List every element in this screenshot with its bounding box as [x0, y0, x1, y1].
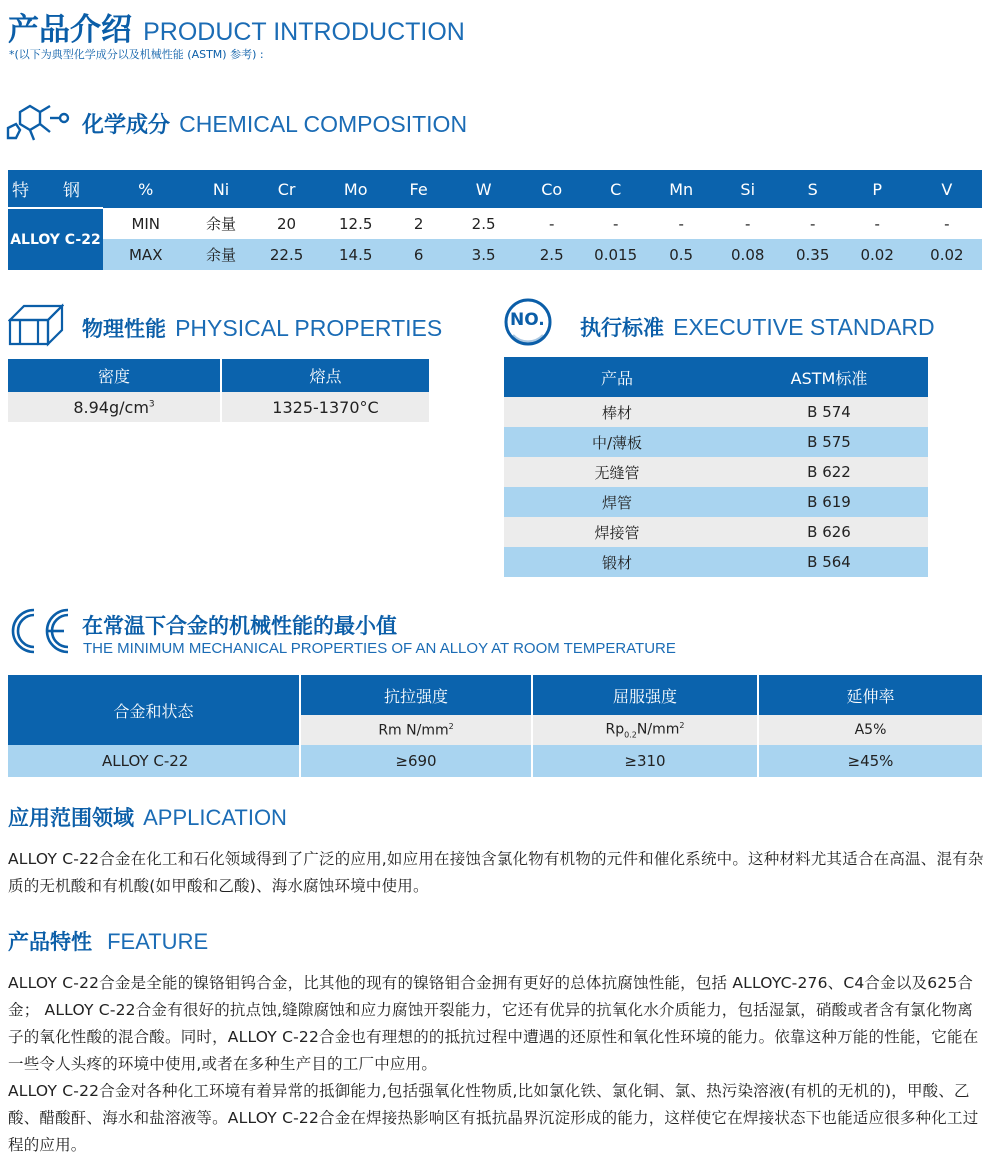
chemical-header-cell: C: [610, 179, 622, 199]
chemical-header-cell: %: [138, 179, 154, 199]
feature-heading: [8, 926, 208, 956]
mechanical-header-cell: 延伸率: [846, 686, 895, 706]
chemical-header-cell: Fe: [409, 179, 428, 199]
standard-row: [504, 517, 928, 547]
unit-cell: $Rp_{0.2}N/mm^2$: [532, 715, 758, 745]
chemical-cell: 0.08: [731, 245, 765, 264]
standard-cell: B 622: [807, 463, 851, 481]
mechanical-cell: ≥45%: [847, 752, 894, 770]
chemical-cell: 0.015: [594, 245, 638, 264]
standard-cell: 焊管: [601, 493, 632, 512]
number-badge-icon: [502, 296, 554, 348]
standard-cell: 焊接管: [594, 523, 640, 542]
intro-heading: [8, 4, 465, 49]
feature-paragraph: ALLOY C-22合金是全能的镍铬钼钨合金，比其他的现有的镍铬钼合金拥有更好的总体抗腐蚀性能，包括 ALLOYC-276、C4合金以及625合金； ALLOY C-22合金有很好的抗点蚀,缝隙腐蚀和应力腐蚀开裂能力，它还有优异的抗氧化水介质能力，包括湿氯，硝酸或者含有氯化物离子的氧化性酸的混合酸。同时，ALLOY C-22合金也有理想的的抵抗过程中遭遇的还原性和氧化性环境的能力。依靠这种万能的性能，它能在一些令人头疼的环境中使用,或者在多种生产目的工厂中应用。: [8, 974, 979, 1073]
chemical-cell: 22.5: [269, 245, 304, 264]
chemical-title-cn: 化学成分: [82, 113, 171, 138]
feature-title-en: FEATURE: [107, 929, 209, 954]
badge-label: NO.: [510, 310, 545, 330]
chemical-header-cell: P: [872, 179, 883, 199]
standard-row: [504, 397, 928, 427]
standard-title-cn: 执行标准: [580, 316, 664, 340]
chemical-grade-cell: ALLOY C-22: [8, 208, 103, 270]
standard-cell: B 619: [807, 493, 851, 511]
feature-paragraph: ALLOY C-22合金对各种化工环境有着异常的抵御能力,包括强氧化性物质,比如氯化铁、氯化铜、氯、热污染溶液(有机的无机的)，甲酸、乙酸、醋酸酐、海水和盐溶液等。ALLOY C-22合金在焊接热影响区有抵抗晶界沉淀形成的能力，这样使它在焊接状态下也能适应很多种化工过程的应用。: [8, 1082, 979, 1154]
chemical-cell: MIN: [131, 214, 161, 233]
application-text: ALLOY C-22合金在化工和石化领域得到了广泛的应用,如应用在接蚀含氯化物有机物的元件和催化系统中。这种材料尤其适合在高温、混有杂质的无机酸和有机酸(如甲酸和乙酸)、海水腐蚀环境中使用。: [8, 850, 984, 895]
chemical-cell: -: [810, 214, 816, 233]
chemical-header-cell: Si: [740, 179, 756, 199]
mechanical-table: [8, 675, 982, 777]
feature-title-cn: 产品特性: [8, 930, 92, 954]
standard-cell: 锻材: [601, 553, 632, 572]
unit-cell: A5%: [854, 722, 887, 738]
chemical-header-cell: 特 钢: [12, 181, 80, 201]
mechanical-header-cell: 抗拉强度: [300, 675, 532, 715]
mechanical-header-cell: 合金和状态: [8, 675, 300, 745]
chemical-cell: -: [548, 214, 555, 233]
mechanical-cell: ≥690: [300, 745, 532, 777]
chemical-row-max: [8, 239, 982, 270]
chemical-cell: 6: [413, 245, 424, 264]
application-heading: [8, 802, 287, 832]
feature-text: [8, 970, 984, 1159]
density-value: $8.94g/cm^3$: [8, 392, 221, 422]
chemical-cell: 0.02: [930, 245, 964, 264]
chemical-header-cell: Ni: [212, 179, 230, 199]
chemical-table: [8, 170, 982, 270]
chemical-cell: -: [678, 214, 684, 233]
mechanical-data-row: [8, 745, 982, 777]
chemical-row-min: [8, 208, 982, 239]
ce-mark-icon: [6, 604, 72, 658]
standard-cell: B 574: [807, 403, 851, 421]
standard-title-en: EXECUTIVE STANDARD: [673, 314, 935, 340]
intro-title-en: PRODUCT INTRODUCTION: [143, 18, 465, 46]
chemical-header-cell: Mn: [669, 179, 694, 199]
mechanical-header-row: [8, 675, 982, 715]
standard-header-cell: 产品: [600, 368, 633, 388]
physical-title-en: PHYSICAL PROPERTIES: [175, 315, 443, 341]
chemical-cell: 余量: [206, 246, 237, 264]
chemical-cell: 余量: [206, 215, 237, 233]
standard-cell: B 626: [807, 523, 851, 541]
chemical-header-cell: Mo: [343, 179, 368, 199]
standard-table: [504, 357, 928, 577]
standard-row: [504, 457, 928, 487]
chemical-cell: 0.35: [796, 245, 830, 264]
molecule-icon: [6, 98, 70, 146]
standard-cell: 中/薄板: [591, 433, 643, 452]
standard-header-row: [504, 357, 928, 397]
standard-cell: 棒材: [601, 403, 632, 422]
chemical-cell: 12.5: [338, 214, 373, 233]
chemical-header-cell: Co: [541, 179, 563, 199]
intro-note: *(以下为典型化学成分以及机械性能 (ASTM) 参考) :: [9, 48, 264, 61]
standard-cell: 无缝管: [594, 463, 640, 482]
mechanical-title-cn: 在常温下合金的机械性能的最小值: [82, 614, 397, 638]
standard-cell: B 575: [807, 433, 851, 451]
mechanical-title-en: THE MINIMUM MECHANICAL PROPERTIES OF AN ALLOY AT ROOM TEMPERATURE: [83, 640, 676, 657]
chemical-cell: 3.5: [471, 245, 496, 264]
chemical-cell: 0.5: [669, 245, 694, 264]
mechanical-header-cell: 屈服强度: [532, 675, 758, 715]
mechanical-cell: ALLOY C-22: [8, 745, 300, 777]
application-title-cn: 应用范围领域: [8, 806, 134, 830]
chemical-cell: 2: [413, 214, 424, 233]
chemical-cell: 20: [277, 214, 297, 233]
chemical-cell: 14.5: [338, 245, 373, 264]
chemical-cell: 2.5: [539, 245, 564, 264]
melting-value: 1325-1370°C: [272, 397, 379, 417]
chemical-cell: -: [612, 214, 619, 233]
chemical-cell: -: [874, 214, 880, 233]
chemical-cell: -: [745, 214, 751, 233]
chemical-header-row: [8, 170, 982, 208]
standard-heading: [580, 312, 935, 342]
physical-title-cn: 物理性能: [82, 317, 166, 341]
unit-cell: Rm $N/mm^2$: [300, 715, 532, 745]
chemical-header-cell: S: [807, 179, 818, 199]
chemical-header-cell: Cr: [277, 179, 296, 199]
standard-row: [504, 427, 928, 457]
chemical-header-cell: W: [475, 179, 492, 199]
standard-header-cell: ASTM标准: [790, 368, 868, 388]
intro-title-cn: 产品介绍: [8, 12, 132, 48]
standard-row: [504, 547, 928, 577]
physical-row: [8, 392, 429, 422]
beam-icon: [8, 300, 64, 348]
chemical-cell: -: [944, 214, 950, 233]
chemical-cell: 0.02: [860, 245, 894, 264]
standard-row: [504, 487, 928, 517]
mechanical-cell: ≥310: [532, 745, 758, 777]
physical-header-cell: 熔点: [309, 367, 342, 386]
chemical-title-en: CHEMICAL COMPOSITION: [179, 111, 468, 137]
application-title-en: APPLICATION: [143, 805, 287, 830]
chemical-cell: 2.5: [471, 214, 496, 233]
physical-header-row: [8, 359, 429, 392]
chemical-cell: MAX: [128, 245, 163, 264]
physical-header-cell: 密度: [8, 359, 221, 392]
physical-table: [8, 359, 429, 422]
chemical-heading: [82, 108, 467, 139]
physical-heading: [82, 313, 442, 343]
chemical-header-cell: V: [941, 179, 953, 199]
standard-cell: B 564: [807, 553, 851, 571]
